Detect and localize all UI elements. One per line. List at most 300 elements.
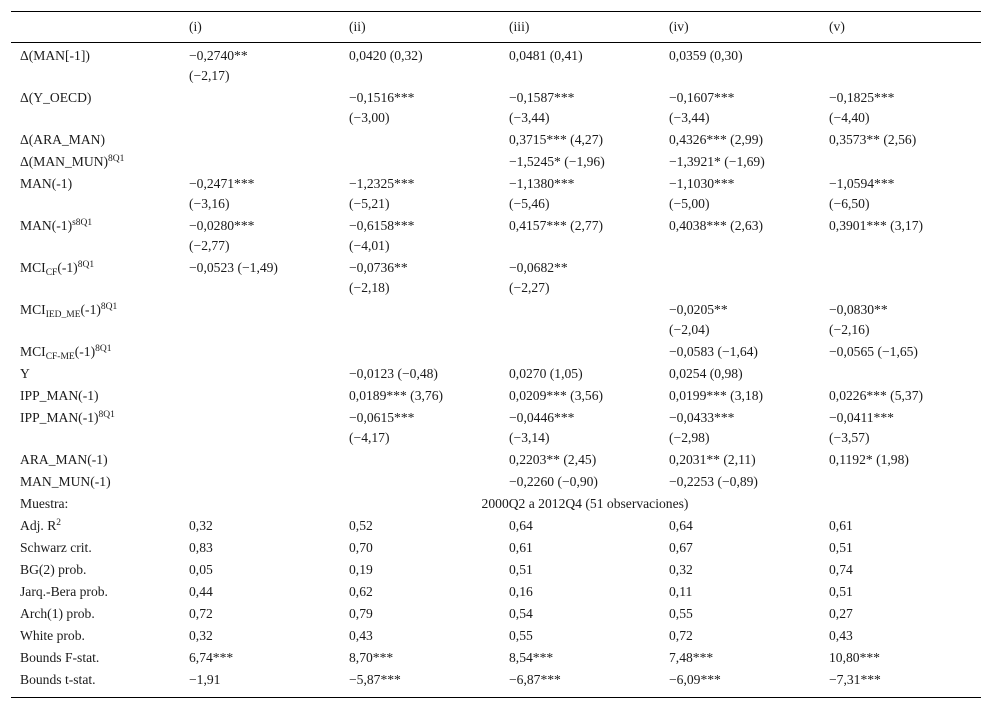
table-row xyxy=(11,472,981,494)
table-row xyxy=(11,364,981,386)
table-cell xyxy=(829,130,981,152)
table-cell xyxy=(829,472,981,494)
table-cell xyxy=(509,626,669,648)
row-label xyxy=(11,648,189,670)
variable-lag: (-1) xyxy=(80,302,101,317)
header-cell-v: (v) xyxy=(829,19,845,34)
table-cell xyxy=(829,648,981,670)
coefficient: 0,0189*** (3,76) xyxy=(349,388,444,403)
table-cell xyxy=(829,626,981,648)
coefficient: 0,43 xyxy=(349,628,373,643)
table-cell xyxy=(829,516,981,538)
table-cell xyxy=(189,538,349,560)
row-label xyxy=(11,670,189,698)
table-cell xyxy=(509,300,669,342)
table-cell xyxy=(349,472,509,494)
variable-superscript: s8Q1 xyxy=(72,218,93,228)
table-cell xyxy=(669,408,829,450)
coefficient: −0,1587*** xyxy=(509,90,575,105)
variable-name: Schwarz crit. xyxy=(20,540,92,555)
coefficient: 0,32 xyxy=(189,518,213,533)
coefficient: −0,0565 (−1,65) xyxy=(829,344,918,359)
variable-name: Adj. R xyxy=(20,518,57,533)
statistic: (−2,17) xyxy=(189,68,230,83)
table-row xyxy=(11,152,981,174)
coefficient: 0,19 xyxy=(349,562,373,577)
row-label xyxy=(11,450,189,472)
statistic: (−3,00) xyxy=(349,110,390,125)
table-cell xyxy=(189,450,349,472)
table-row xyxy=(11,604,981,626)
coefficient: 8,70*** xyxy=(349,650,394,665)
table-row xyxy=(11,216,981,258)
table-cell xyxy=(669,88,829,130)
table-cell xyxy=(829,604,981,626)
table-cell xyxy=(189,386,349,408)
coefficient: 0,0254 (0,98) xyxy=(669,366,743,381)
coefficient: −0,0523 (−1,49) xyxy=(189,260,278,275)
row-label xyxy=(11,152,189,174)
coefficient: 0,83 xyxy=(189,540,213,555)
table-cell xyxy=(349,538,509,560)
table-row xyxy=(11,386,981,408)
coefficient: −0,2471*** xyxy=(189,176,255,191)
coefficient: 0,1192* (1,98) xyxy=(829,452,909,467)
coefficient: 0,4326*** (2,99) xyxy=(669,132,764,147)
table-cell xyxy=(669,626,829,648)
sample-value: 2000Q2 a 2012Q4 (51 observaciones) xyxy=(481,496,689,511)
table-cell xyxy=(189,364,349,386)
coefficient: 0,61 xyxy=(509,540,533,555)
coefficient: 0,55 xyxy=(509,628,533,643)
table-cell xyxy=(349,450,509,472)
table-row xyxy=(11,670,981,698)
coefficient: −1,2325*** xyxy=(349,176,415,191)
header-cell-variable xyxy=(11,12,189,43)
table-cell xyxy=(669,648,829,670)
coefficient: 6,74*** xyxy=(189,650,234,665)
table-cell xyxy=(189,174,349,216)
coefficient: 0,4038*** (2,63) xyxy=(669,218,764,233)
variable-superscript: 8Q1 xyxy=(95,344,112,354)
coefficient: 0,2203** (2,45) xyxy=(509,452,597,467)
table-cell xyxy=(829,258,981,300)
table-cell xyxy=(189,604,349,626)
table-cell xyxy=(509,450,669,472)
table-cell xyxy=(349,152,509,174)
row-label xyxy=(11,472,189,494)
table-cell xyxy=(349,516,509,538)
table-cell xyxy=(669,216,829,258)
table-cell xyxy=(349,43,509,89)
table-cell xyxy=(189,342,349,364)
table-cell xyxy=(509,582,669,604)
coefficient: −0,0615*** xyxy=(349,410,415,425)
coefficient: −0,2253 (−0,89) xyxy=(669,474,758,489)
table-row xyxy=(11,648,981,670)
statistic: (−3,57) xyxy=(829,430,870,445)
table-cell xyxy=(669,670,829,698)
table-cell xyxy=(669,43,829,89)
table-cell xyxy=(829,342,981,364)
variable-name: Arch(1) prob. xyxy=(20,606,95,621)
variable-name: IPP_MAN(-1) xyxy=(20,410,99,425)
table-cell xyxy=(189,130,349,152)
table-cell xyxy=(189,670,349,698)
coefficient: 0,72 xyxy=(669,628,693,643)
variable-name: Δ(Y_OECD) xyxy=(20,90,92,105)
row-label xyxy=(11,560,189,582)
coefficient: 0,70 xyxy=(349,540,373,555)
table-cell xyxy=(349,604,509,626)
row-label xyxy=(11,342,189,364)
row-label xyxy=(11,88,189,130)
variable-subscript: IED_ME xyxy=(45,310,81,320)
table-header xyxy=(11,12,981,43)
table-cell xyxy=(189,258,349,300)
coefficient: −0,0280*** xyxy=(189,218,255,233)
coefficient: 0,4157*** (2,77) xyxy=(509,218,604,233)
variable-name: Δ(ARA_MAN) xyxy=(20,132,106,147)
table-cell xyxy=(829,216,981,258)
coefficient: −0,0830** xyxy=(829,302,888,317)
table-cell xyxy=(509,604,669,626)
coefficient: 0,3901*** (3,17) xyxy=(829,218,924,233)
table-row xyxy=(11,300,981,342)
coefficient: 0,44 xyxy=(189,584,213,599)
table-cell xyxy=(349,626,509,648)
coefficient: −0,0433*** xyxy=(669,410,735,425)
table-cell xyxy=(669,364,829,386)
sample-row xyxy=(11,494,981,516)
variable-superscript: 2 xyxy=(56,518,62,528)
variable-name: MCI xyxy=(20,260,46,275)
coefficient: 0,11 xyxy=(669,584,693,599)
statistic: (−3,44) xyxy=(669,110,710,125)
variable-name: MAN(-1) xyxy=(20,176,73,191)
table-cell xyxy=(669,472,829,494)
table-cell xyxy=(669,386,829,408)
variable-name: White prob. xyxy=(20,628,85,643)
table-cell xyxy=(669,174,829,216)
variable-name: MAN(-1) xyxy=(20,218,73,233)
table-cell xyxy=(669,300,829,342)
coefficient: 0,67 xyxy=(669,540,693,555)
table-cell xyxy=(509,560,669,582)
coefficient: 0,0359 (0,30) xyxy=(669,48,743,63)
table-cell xyxy=(509,88,669,130)
coefficient: 0,61 xyxy=(829,518,853,533)
table-cell xyxy=(509,386,669,408)
coefficient: 0,3715*** (4,27) xyxy=(509,132,604,147)
variable-subscript: CF xyxy=(45,268,58,278)
table-row xyxy=(11,258,981,300)
variable-name: MCI xyxy=(20,302,46,317)
coefficient: 7,48*** xyxy=(669,650,714,665)
row-label xyxy=(11,604,189,626)
table-cell xyxy=(509,152,669,174)
table-row xyxy=(11,516,981,538)
table-cell xyxy=(669,516,829,538)
row-label xyxy=(11,386,189,408)
coefficient: 0,64 xyxy=(509,518,533,533)
variable-name: BG(2) prob. xyxy=(20,562,87,577)
table-cell xyxy=(189,43,349,89)
table-cell xyxy=(189,88,349,130)
table-cell xyxy=(189,216,349,258)
variable-name: IPP_MAN(-1) xyxy=(20,388,99,403)
header-row xyxy=(11,12,981,43)
coefficient: −1,1380*** xyxy=(509,176,575,191)
coefficient: 0,62 xyxy=(349,584,373,599)
coefficient: −1,1030*** xyxy=(669,176,735,191)
statistic: (−4,40) xyxy=(829,110,870,125)
variable-name: Y xyxy=(20,366,30,381)
coefficient: 0,32 xyxy=(669,562,693,577)
table-cell xyxy=(509,43,669,89)
table-cell xyxy=(829,364,981,386)
coefficient: −0,6158*** xyxy=(349,218,415,233)
table-row xyxy=(11,130,981,152)
header-cell-iii: (iii) xyxy=(509,19,530,34)
coefficient: 0,0199*** (3,18) xyxy=(669,388,764,403)
row-label xyxy=(11,538,189,560)
table-cell xyxy=(669,582,829,604)
table-cell xyxy=(509,648,669,670)
statistic: (−6,50) xyxy=(829,196,870,211)
coefficient: 0,3573** (2,56) xyxy=(829,132,917,147)
table-cell xyxy=(189,626,349,648)
table-cell xyxy=(509,472,669,494)
variable-superscript: 8Q1 xyxy=(108,154,125,164)
table-cell xyxy=(189,648,349,670)
coefficient: −0,0205** xyxy=(669,302,728,317)
statistic: (−4,17) xyxy=(349,430,390,445)
table-cell xyxy=(669,342,829,364)
row-label xyxy=(11,582,189,604)
statistic: (−3,16) xyxy=(189,196,230,211)
table-row xyxy=(11,538,981,560)
variable-name: Bounds t-stat. xyxy=(20,672,96,687)
row-label xyxy=(11,364,189,386)
table-cell xyxy=(349,670,509,698)
table-cell xyxy=(189,472,349,494)
table-row xyxy=(11,408,981,450)
variable-lag: (-1) xyxy=(74,344,96,359)
coefficient: 0,16 xyxy=(509,584,533,599)
coefficient: −0,1607*** xyxy=(669,90,735,105)
coefficient: −0,0682** xyxy=(509,260,568,275)
table-cell xyxy=(509,670,669,698)
variable-superscript: 8Q1 xyxy=(100,302,118,312)
table-cell xyxy=(509,216,669,258)
coefficient: 0,54 xyxy=(509,606,533,621)
coefficient: 0,51 xyxy=(829,584,853,599)
table-cell xyxy=(349,130,509,152)
coefficient: −0,1516*** xyxy=(349,90,415,105)
table-cell xyxy=(669,538,829,560)
variable-name: Jarq.-Bera prob. xyxy=(20,584,108,599)
coefficient: 0,05 xyxy=(189,562,213,577)
table-cell xyxy=(829,670,981,698)
statistic: (−2,16) xyxy=(829,322,870,337)
coefficient: 0,43 xyxy=(829,628,853,643)
table-cell xyxy=(349,408,509,450)
table-cell xyxy=(669,604,829,626)
coefficient: 0,51 xyxy=(829,540,853,555)
table-cell xyxy=(669,450,829,472)
coefficient: −0,0123 (−0,48) xyxy=(349,366,438,381)
coefficient: 0,0209*** (3,56) xyxy=(509,388,604,403)
table-cell xyxy=(829,300,981,342)
table-row xyxy=(11,174,981,216)
coefficient: 0,51 xyxy=(509,562,533,577)
variable-name: Δ(MAN_MUN) xyxy=(20,154,109,169)
coefficient: −0,2260 (−0,90) xyxy=(509,474,598,489)
statistic: (−5,00) xyxy=(669,196,710,211)
coefficient: 8,54*** xyxy=(509,650,554,665)
table-cell xyxy=(509,342,669,364)
table-cell xyxy=(829,560,981,582)
variable-name: Bounds F-stat. xyxy=(20,650,100,665)
header-cell-ii: (ii) xyxy=(349,19,366,34)
coefficient: −1,0594*** xyxy=(829,176,895,191)
row-label xyxy=(11,626,189,648)
table-body xyxy=(11,43,981,698)
coefficient: −6,09*** xyxy=(669,672,721,687)
table-cell xyxy=(829,408,981,450)
variable-subscript: CF-ME xyxy=(45,352,75,362)
table-cell xyxy=(349,258,509,300)
variable-superscript: 8Q1 xyxy=(98,410,115,420)
header-cell-iv: (iv) xyxy=(669,19,689,34)
coefficient: −0,2740** xyxy=(189,48,248,63)
statistic: (−2,77) xyxy=(189,238,230,253)
coefficient: −0,0446*** xyxy=(509,410,575,425)
table-cell xyxy=(829,88,981,130)
coefficient: 0,2031** (2,11) xyxy=(669,452,756,467)
coefficient: 0,79 xyxy=(349,606,373,621)
coefficient: 0,74 xyxy=(829,562,853,577)
table-row xyxy=(11,88,981,130)
table-cell xyxy=(509,364,669,386)
coefficient: 10,80*** xyxy=(829,650,880,665)
coefficient: −0,1825*** xyxy=(829,90,895,105)
coefficient: −0,0583 (−1,64) xyxy=(669,344,758,359)
table-cell xyxy=(829,386,981,408)
statistic: (−3,14) xyxy=(509,430,550,445)
table-cell xyxy=(829,582,981,604)
regression-table xyxy=(11,11,981,698)
statistic: (−5,21) xyxy=(349,196,390,211)
table-cell xyxy=(349,342,509,364)
statistic: (−2,18) xyxy=(349,280,390,295)
table-row xyxy=(11,43,981,89)
header-cell-i: (i) xyxy=(189,19,202,34)
table-cell xyxy=(349,648,509,670)
table-row xyxy=(11,560,981,582)
table-cell xyxy=(349,88,509,130)
coefficient: 0,0226*** (5,37) xyxy=(829,388,924,403)
table-cell xyxy=(829,450,981,472)
statistic: (−2,27) xyxy=(509,280,550,295)
variable-name: MCI xyxy=(20,344,46,359)
row-label xyxy=(11,516,189,538)
sample-label: Muestra: xyxy=(20,496,69,511)
table-cell xyxy=(509,538,669,560)
table-cell xyxy=(189,408,349,450)
row-label xyxy=(11,300,189,342)
table-row xyxy=(11,582,981,604)
statistic: (−2,04) xyxy=(669,322,710,337)
statistic: (−3,44) xyxy=(509,110,550,125)
table-cell xyxy=(349,300,509,342)
table-cell xyxy=(829,43,981,89)
coefficient: −1,5245* (−1,96) xyxy=(509,154,605,169)
table-cell xyxy=(189,582,349,604)
coefficient: −5,87*** xyxy=(349,672,401,687)
variable-name: MAN_MUN(-1) xyxy=(20,474,111,489)
coefficient: 0,0420 (0,32) xyxy=(349,48,423,63)
coefficient: 0,0270 (1,05) xyxy=(509,366,583,381)
table-cell xyxy=(349,174,509,216)
table-cell xyxy=(349,216,509,258)
row-label xyxy=(11,408,189,450)
statistic: (−2,98) xyxy=(669,430,710,445)
statistic: (−4,01) xyxy=(349,238,390,253)
coefficient: 0,52 xyxy=(349,518,373,533)
table-cell xyxy=(669,152,829,174)
coefficient: 0,55 xyxy=(669,606,693,621)
row-label xyxy=(11,130,189,152)
table-cell xyxy=(669,130,829,152)
table-cell xyxy=(509,408,669,450)
variable-lag: (-1) xyxy=(57,260,78,275)
coefficient: −0,0736** xyxy=(349,260,408,275)
table-cell xyxy=(349,386,509,408)
table-cell xyxy=(509,516,669,538)
table-cell xyxy=(189,516,349,538)
row-label xyxy=(11,258,189,300)
coefficient: −1,91 xyxy=(189,672,221,687)
coefficient: 0,72 xyxy=(189,606,213,621)
table-cell xyxy=(829,538,981,560)
table-cell xyxy=(669,258,829,300)
table-cell xyxy=(189,560,349,582)
table-cell xyxy=(189,300,349,342)
row-label xyxy=(11,174,189,216)
table-cell xyxy=(189,152,349,174)
coefficient: −6,87*** xyxy=(509,672,561,687)
table-cell xyxy=(829,152,981,174)
coefficient: 0,64 xyxy=(669,518,693,533)
coefficient: 0,27 xyxy=(829,606,853,621)
coefficient: −7,31*** xyxy=(829,672,881,687)
variable-superscript: 8Q1 xyxy=(77,260,95,270)
table-cell xyxy=(509,258,669,300)
row-label xyxy=(11,43,189,89)
table-cell xyxy=(509,130,669,152)
table-cell xyxy=(349,364,509,386)
coefficient: 0,32 xyxy=(189,628,213,643)
variable-name: Δ(MAN[-1]) xyxy=(20,48,90,63)
statistic: (−5,46) xyxy=(509,196,550,211)
table-cell xyxy=(349,582,509,604)
variable-name: ARA_MAN(-1) xyxy=(20,452,108,467)
coefficient: 0,0481 (0,41) xyxy=(509,48,583,63)
row-label xyxy=(11,216,189,258)
table-cell xyxy=(829,174,981,216)
